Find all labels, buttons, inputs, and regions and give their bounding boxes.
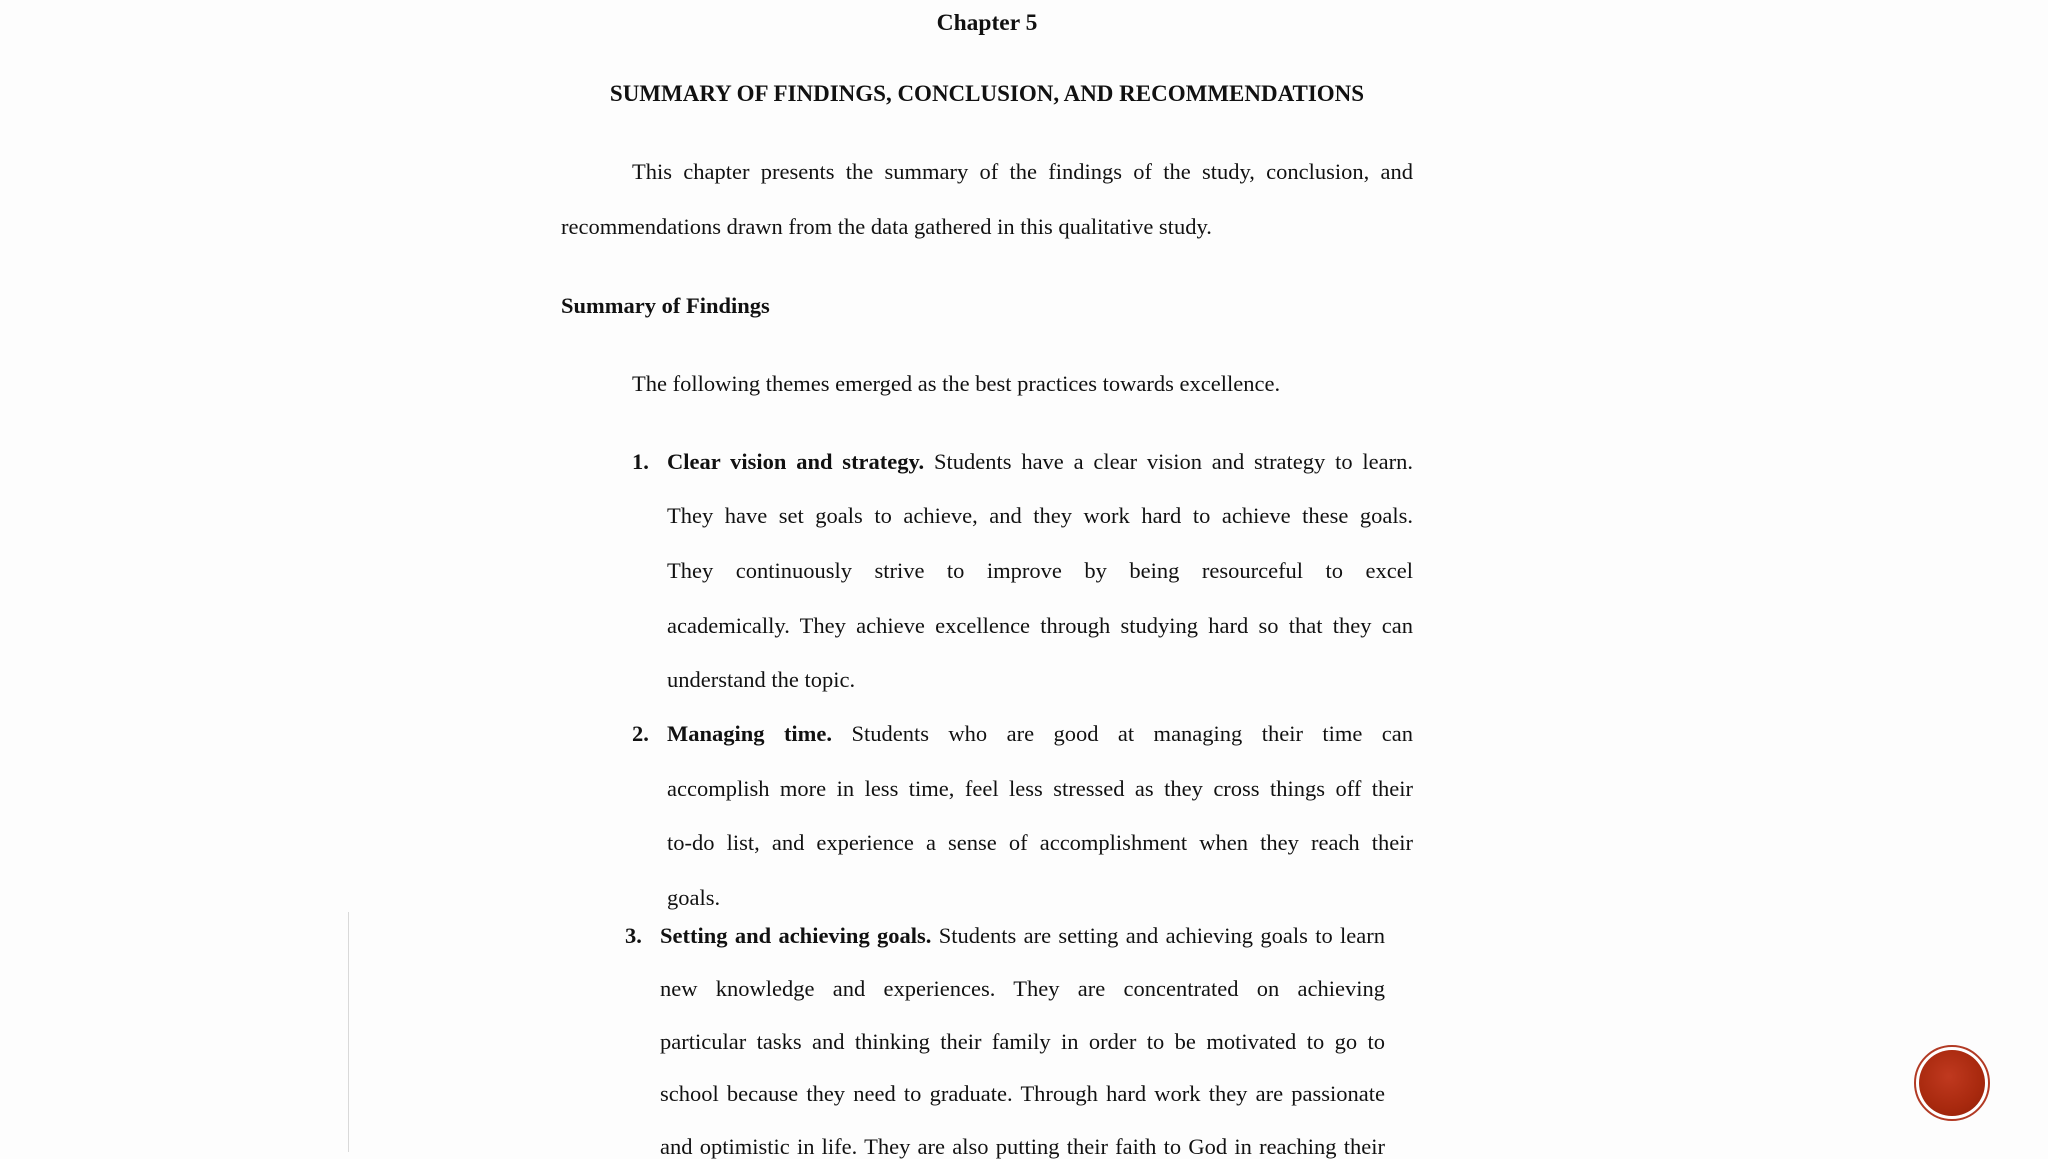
list-item-line: understand the topic.	[667, 667, 856, 692]
list-item-line: new knowledge and experiences. They are concentrated on achieving	[660, 976, 1385, 1001]
list-item-number: 3.	[625, 923, 642, 948]
list-item-title: Clear vision and strategy.	[667, 449, 925, 474]
chapter-heading: SUMMARY OF FINDINGS, CONCLUSION, AND RECOMMENDATIONS	[609, 81, 1365, 106]
section-heading: Summary of Findings	[561, 293, 770, 318]
list-item-line: academically. They achieve excellence through studying hard so that they can	[667, 613, 1413, 638]
list-item-title: Setting and achieving goals.	[660, 923, 932, 948]
list-item-line: accomplish more in less time, feel less stressed as they cross things off their	[667, 776, 1413, 801]
list-item-text: Students who are good at managing their time can	[851, 721, 1414, 746]
list-item-line: to-do list, and experience a sense of accomplishment when they reach their	[667, 830, 1413, 855]
chapter-title: Chapter 5	[936, 10, 1038, 36]
list-item-first-line	[667, 723, 1413, 746]
circle-nav-button-icon	[1919, 1050, 1985, 1116]
intro-line-1: This chapter presents the summary of the findings of the study, conclusion, and	[632, 159, 1413, 184]
list-item-line: school because they need to graduate. Through hard work they are passionate	[660, 1081, 1385, 1106]
list-item-line: particular tasks and thinking their family in order to be motivated to go to	[660, 1029, 1385, 1054]
circle-nav-button[interactable]	[1914, 1045, 1990, 1121]
list-item-text: Students have a clear vision and strategy to learn.	[934, 449, 1414, 474]
section-intro: The following themes emerged as the best practices towards excellence.	[632, 371, 1281, 396]
list-item-number: 2.	[632, 721, 649, 746]
slide-divider-line	[348, 912, 349, 1152]
list-item-line: They continuously strive to improve by being resourceful to excel	[667, 558, 1413, 583]
list-item-line: goals.	[667, 885, 721, 910]
list-item-number: 1.	[632, 449, 649, 474]
list-item-line: and optimistic in life. They are also putting their faith to God in reaching their	[660, 1134, 1385, 1159]
list-item-line: They have set goals to achieve, and they work hard to achieve these goals.	[667, 503, 1413, 528]
list-item-text: Students are setting and achieving goals to learn	[938, 923, 1385, 948]
list-item-first-line	[667, 451, 1413, 474]
intro-line-2: recommendations drawn from the data gathered in this qualitative study.	[561, 214, 1212, 239]
list-item-title: Managing time.	[667, 721, 833, 746]
list-item-first-line	[660, 925, 1385, 948]
